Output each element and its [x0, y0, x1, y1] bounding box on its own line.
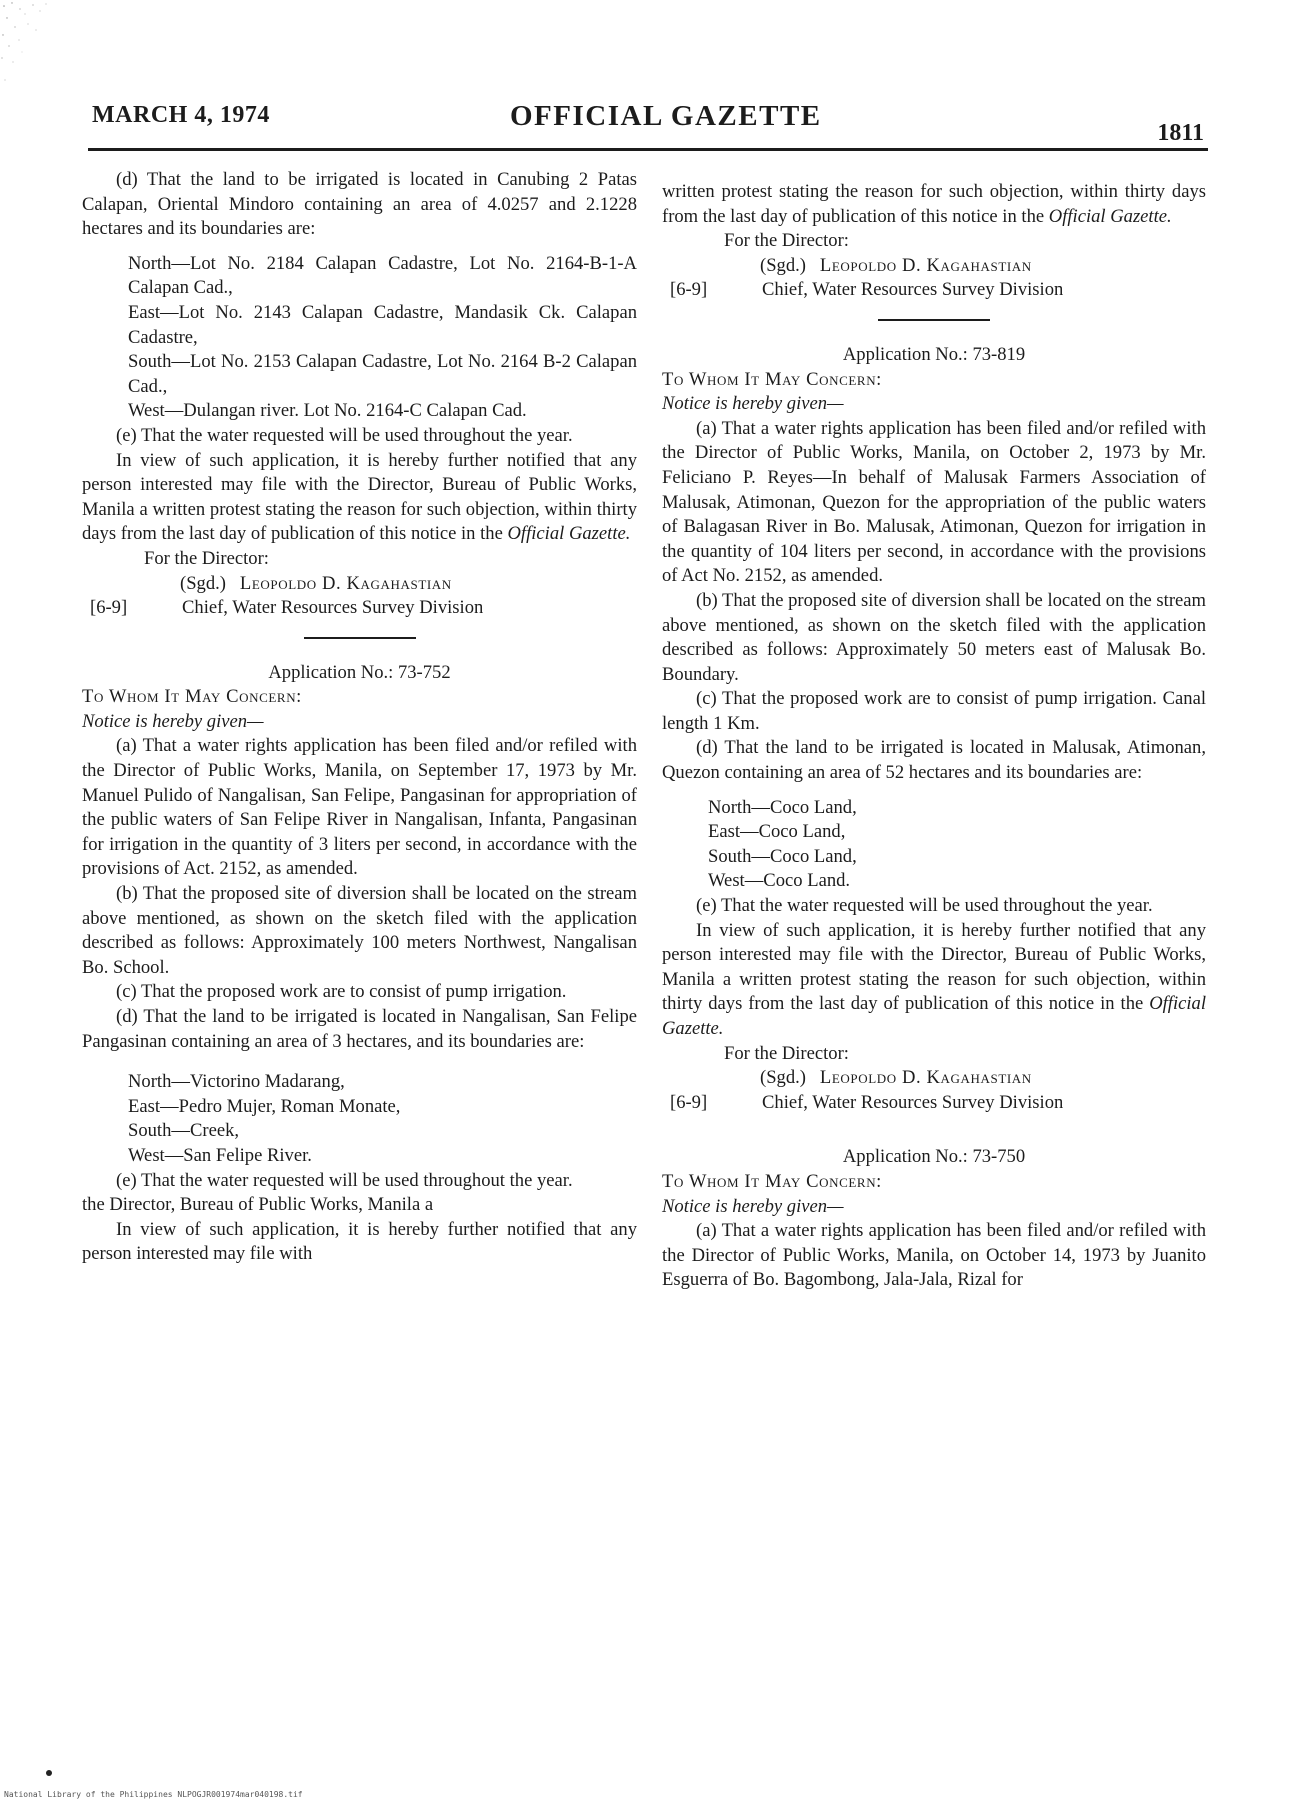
salutation: To Whom It May Concern:	[662, 368, 882, 390]
gazette-ref: Official Gazette.	[1048, 205, 1172, 227]
paragraph-view	[662, 919, 1206, 1042]
boundary-west: West—Coco Land.	[708, 870, 851, 892]
scan-mark	[46, 1770, 52, 1776]
gazette-ref: Official Gazette.	[662, 993, 1206, 1039]
boundary-west: West—Dulangan river. Lot No. 2164-C Calapan Cad.	[128, 400, 527, 422]
application-number: Application No.: 73-752	[268, 661, 451, 683]
boundary-west: West—San Felipe River.	[128, 1144, 312, 1166]
signer-title: Chief, Water Resources Survey Division	[762, 1091, 1064, 1113]
sgd-label: (Sgd.)	[760, 254, 806, 276]
boundary-east: East—Coco Land,	[708, 821, 846, 843]
paragraph-a: (a) That a water rights application has been filed and/or refiled with the Director of Public Works, Manila, on October 14, 1973 by Juanito Esguerra of Bo. Bagombong, Jala-Jala, Rizal for	[662, 1220, 1206, 1291]
paragraph-view: In view of such application, it is hereby further notified that any person interested may file with	[82, 1218, 637, 1265]
issue-code: [6-9]	[90, 597, 128, 619]
notice-heading: Notice is hereby given—	[662, 393, 844, 415]
publication-title: OFFICIAL GAZETTE	[510, 100, 822, 132]
sgd-label: (Sgd.)	[760, 1067, 806, 1089]
for-director: For the Director:	[724, 1042, 849, 1064]
section-separator	[878, 319, 990, 321]
page-number: 1811	[1157, 120, 1204, 146]
issue-code: [6-9]	[670, 1091, 708, 1113]
boundary-east: East—Lot No. 2143 Calapan Cadastre, Mandasik Ck. Calapan Cadastre,	[128, 301, 637, 348]
boundary-south: South—Coco Land,	[708, 845, 857, 867]
paragraph-c: (c) That the proposed work are to consist of pump irrigation. Canal length 1 Km.	[662, 688, 1206, 734]
misplaced-line: the Director, Bureau of Public Works, Manila a	[82, 1194, 434, 1216]
paragraph-c: (c) That the proposed work are to consist of pump irrigation.	[116, 981, 567, 1003]
issue-code: [6-9]	[670, 279, 708, 301]
view-text: In view of such application, it is hereby further notified that any person interested may file with the Director, Bureau of Public Works, Manila a written protest stating the reason for such objection, within thirty days from the last day of publication of this notice in the	[662, 919, 1206, 1015]
paragraph-e: (e) That the water requested will be used throughout the year.	[696, 895, 1153, 917]
paragraph-a: (a) That a water rights application has been filed and/or refiled with the Director of Public Works, Manila, on September 17, 1973 by Mr. Manuel Pulido of Nangalisan, San Felipe, Pangasinan for appropriation of the public waters of San Felipe River in Nangalisan, Infanta, Pangasinan for irrigation in the quantity of 3 liters per second, in accordance with the provisions of Act. 2152, as amended.	[82, 735, 637, 880]
paragraph-a: (a) That a water rights application has been filed and/or refiled with the Director of Public Works, Manila, on October 2, 1973 by Mr. Feliciano P. Reyes—In behalf of Malusak Farmers Association of Malusak, Atimonan, Quezon for the appropriation of the public waters of Balagasan River in Bo. Malusak, Atimonan, Quezon for irrigation in the quantity of 104 liters per second, in accordance with the provisions of Act No. 2152, as amended.	[662, 417, 1206, 587]
sgd-label: (Sgd.)	[180, 572, 226, 594]
for-director: For the Director:	[144, 547, 269, 569]
gazette-ref: Official Gazette.	[507, 523, 631, 545]
paragraph-b: (b) That the proposed site of diversion shall be located on the stream above mentioned, as shown on the sketch filed with the application described as follows: Approximately 100 meters Northwest, Nangalisan Bo. School.	[82, 883, 637, 978]
scan-noise	[0, 0, 80, 110]
signature-title-row	[82, 596, 637, 621]
paragraph-e: (e) That the water requested will be used throughout the year.	[116, 1169, 573, 1191]
boundary-north: North—Coco Land,	[708, 796, 857, 818]
paragraph-b: (b) That the proposed site of diversion shall be located on the stream above mentioned, as shown on the sketch filed with the application described as follows: Approximately 50 meters east of Malusak Bo. Boundary.	[662, 589, 1206, 685]
left-column	[82, 168, 637, 1267]
paragraph-d: (d) That the land to be irrigated is located in Malusak, Atimonan, Quezon containing an area of 52 hectares and its boundaries are:	[662, 737, 1206, 784]
boundary-south: South—Lot No. 2153 Calapan Cadastre, Lot No. 2164 B-2 Calapan Cad.,	[128, 351, 637, 397]
signature-line	[662, 254, 1206, 279]
signature-title-row	[662, 1091, 1206, 1116]
signature-title-row	[662, 278, 1206, 303]
salutation: To Whom It May Concern:	[662, 1170, 882, 1192]
signer-title: Chief, Water Resources Survey Division	[182, 597, 484, 619]
view-text: In view of such application, it is hereby further notified that any person interested may file with the Director, Bureau of Public Works, Manila a written protest stating the reason for such objection, within thirty days from the last day of publication of this notice in the	[82, 449, 637, 545]
signer-name: Leopoldo D. Kagahastian	[239, 572, 452, 594]
boundary-north: North—Victorino Madarang,	[128, 1071, 345, 1093]
signature-line	[662, 1066, 1206, 1091]
application-number: Application No.: 73-819	[842, 343, 1026, 365]
application-number: Application No.: 73-750	[842, 1146, 1026, 1168]
boundaries-list	[82, 1070, 637, 1168]
boundary-east: East—Pedro Mujer, Roman Monate,	[128, 1095, 401, 1117]
header-rule	[88, 148, 1208, 151]
signer-name: Leopoldo D. Kagahastian	[819, 1067, 1032, 1089]
page-header	[92, 100, 1204, 146]
boundaries-list	[662, 796, 1206, 894]
signer-name: Leopoldo D. Kagahastian	[819, 254, 1032, 276]
boundary-north: North—Lot No. 2184 Calapan Cadastre, Lot No. 2164-B-1-A Calapan Cad.,	[128, 252, 637, 299]
salutation: To Whom It May Concern:	[82, 686, 302, 708]
paragraph-continuation	[662, 180, 1206, 229]
notice-heading: Notice is hereby given—	[82, 710, 264, 732]
boundary-south: South—Creek,	[128, 1120, 240, 1142]
paragraph-view	[82, 449, 637, 547]
issue-date: MARCH 4, 1974	[92, 102, 270, 128]
boundaries-list	[82, 252, 637, 424]
scan-footer: National Library of the Philippines NLPOGJR001974mar040198.tif	[4, 1790, 303, 1799]
signer-title: Chief, Water Resources Survey Division	[762, 279, 1064, 301]
paragraph-d: (d) That the land to be irrigated is located in Canubing 2 Patas Calapan, Oriental Mindoro containing an area of 4.0257 and 2.1228 hectares and its boundaries are:	[82, 169, 637, 240]
signature-line	[82, 572, 637, 597]
for-director: For the Director:	[724, 230, 849, 252]
notice-heading: Notice is hereby given—	[662, 1195, 844, 1217]
continuation-text: written protest stating the reason for such objection, within thirty days from the last day of publication of this notice in the	[662, 181, 1206, 227]
paragraph-e: (e) That the water requested will be used throughout the year.	[116, 424, 573, 446]
right-column	[662, 180, 1206, 1293]
section-separator	[304, 637, 416, 639]
paragraph-d: (d) That the land to be irrigated is located in Nangalisan, San Felipe Pangasinan containing an area of 3 hectares, and its boundaries are:	[82, 1006, 637, 1052]
